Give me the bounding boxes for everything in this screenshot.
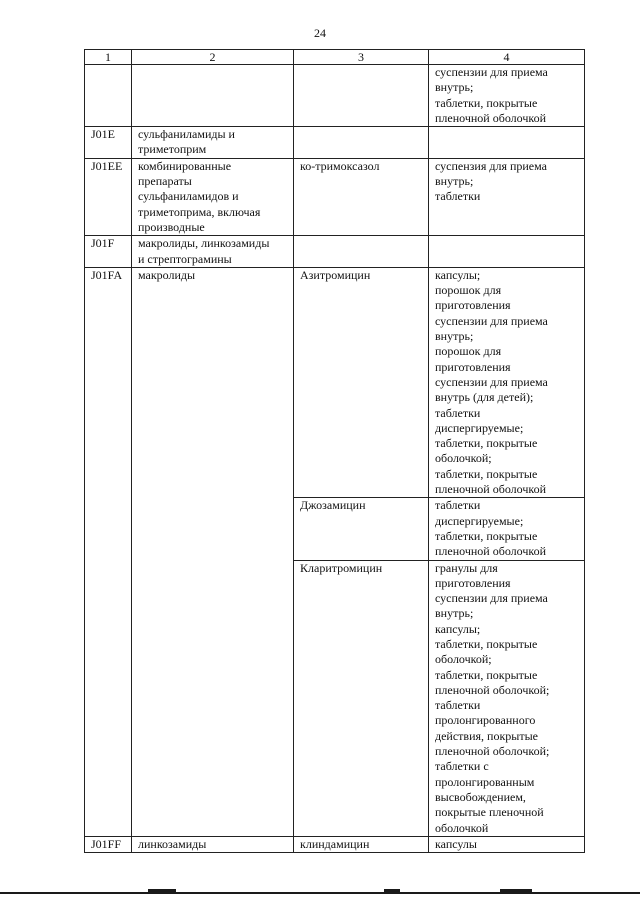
table-row	[85, 836, 585, 852]
column-header: 3	[294, 50, 429, 65]
table-row	[85, 127, 585, 159]
dosage-forms-cell: таблетки диспергируемые; таблетки, покрытые пленочной оболочкой	[429, 498, 585, 560]
drug-cell	[294, 127, 429, 159]
dosage-forms-cell: суспензии для приема внутрь; таблетки, покрытые пленочной оболочкой	[429, 65, 585, 127]
table-row	[85, 267, 585, 497]
dosage-forms-cell: капсулы; порошок для приготовления суспензии для приема внутрь; порошок для приготовления суспензии для приема внутрь (для детей); таблетки диспергируемые; таблетки, покрытые оболочкой; таблетки, покрытые пленочной оболочкой	[429, 267, 585, 497]
atc-code-cell: J01F	[85, 236, 132, 268]
group-cell: макролиды, линкозамиды и стрептограмины	[132, 236, 294, 268]
dosage-forms-cell	[429, 127, 585, 159]
drug-cell: Кларитромицин	[294, 560, 429, 836]
group-cell: комбинированные препараты сульфаниламидов и триметоприма, включая производные	[132, 158, 294, 235]
drug-cell: Азитромицин	[294, 267, 429, 497]
atc-code-cell	[85, 65, 132, 127]
atc-code-cell: J01E	[85, 127, 132, 159]
drug-table	[84, 49, 585, 853]
page-number: 24	[314, 26, 326, 40]
drug-cell	[294, 236, 429, 268]
scan-artifact-mark	[384, 889, 400, 894]
atc-code-cell: J01EE	[85, 158, 132, 235]
table-row	[85, 236, 585, 268]
dosage-forms-cell: гранулы для приготовления суспензии для приема внутрь; капсулы; таблетки, покрытые оболочкой; таблетки, покрытые пленочной оболочкой; таблетки пролонгированного действия, покрытые пленочной оболочкой; таблетки с пролонгированным высвобождением, покрытые пленочной оболочкой	[429, 560, 585, 836]
group-cell: линкозамиды	[132, 836, 294, 852]
table-header-row	[85, 50, 585, 65]
page-bottom-edge-line	[0, 892, 640, 894]
drug-cell: Джозамицин	[294, 498, 429, 560]
atc-code-cell: J01FA	[85, 267, 132, 836]
dosage-forms-cell: суспензия для приема внутрь; таблетки	[429, 158, 585, 235]
scan-artifact-mark	[148, 889, 176, 894]
dosage-forms-cell: капсулы	[429, 836, 585, 852]
drug-cell: ко-тримоксазол	[294, 158, 429, 235]
column-header: 4	[429, 50, 585, 65]
column-header: 2	[132, 50, 294, 65]
column-header: 1	[85, 50, 132, 65]
group-cell: сульфаниламиды и триметоприм	[132, 127, 294, 159]
group-cell: макролиды	[132, 267, 294, 836]
scan-artifact-mark	[500, 889, 532, 894]
drug-cell: клиндамицин	[294, 836, 429, 852]
table-row	[85, 65, 585, 127]
dosage-forms-cell	[429, 236, 585, 268]
atc-code-cell: J01FF	[85, 836, 132, 852]
group-cell	[132, 65, 294, 127]
drug-cell	[294, 65, 429, 127]
table-row	[85, 158, 585, 235]
